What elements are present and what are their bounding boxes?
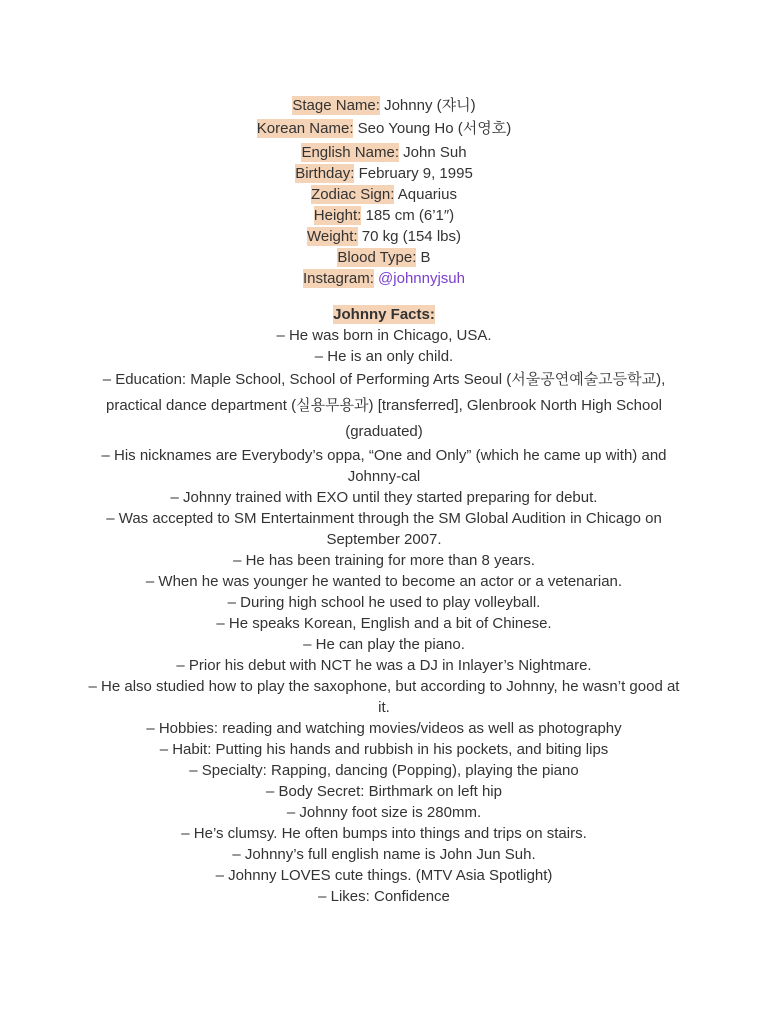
fact-item: – He was born in Chicago, USA. bbox=[276, 327, 492, 344]
blood-type-value: B bbox=[420, 249, 431, 266]
birthday-label: Birthday: bbox=[295, 165, 355, 182]
blood-type-label: Blood Type: bbox=[337, 249, 417, 266]
fact-item: – He’s clumsy. He often bumps into things and trips on stairs. bbox=[181, 825, 587, 842]
instagram-row bbox=[0, 268, 768, 289]
fact-item: – His nicknames are Everybody’s oppa, “One and Only” (which he came up with) and Johnny-cal bbox=[101, 447, 667, 485]
fact-item: – Was accepted to SM Entertainment through the SM Global Audition in Chicago on September 2007. bbox=[106, 510, 662, 548]
korean-name-row bbox=[0, 116, 768, 142]
english-name-value: John Suh bbox=[403, 144, 467, 161]
fact-item: – Prior his debut with NCT he was a DJ in Inlayer’s Nightmare. bbox=[176, 657, 592, 674]
fact-item: – He speaks Korean, English and a bit of Chinese. bbox=[216, 615, 552, 632]
stage-name-value: Johnny (쟈니) bbox=[384, 97, 476, 114]
fact-item: – Johnny’s full english name is John Jun Suh. bbox=[232, 846, 536, 863]
fact-item: – Hobbies: reading and watching movies/videos as well as photography bbox=[146, 720, 622, 737]
fact-item: – Johnny trained with EXO until they started preparing for debut. bbox=[170, 489, 598, 506]
birthday-row bbox=[0, 163, 768, 184]
weight-label: Weight: bbox=[307, 228, 358, 245]
weight-value: 70 kg (154 lbs) bbox=[361, 228, 461, 245]
fact-item: – When he was younger he wanted to become an actor or a vetenarian. bbox=[145, 573, 623, 590]
zodiac-value: Aquarius bbox=[397, 186, 457, 203]
weight-row bbox=[0, 226, 768, 247]
fact-item: – During high school he used to play volleyball. bbox=[227, 594, 541, 611]
stage-name-label: Stage Name: bbox=[292, 97, 380, 114]
english-name-row bbox=[0, 142, 768, 163]
stage-name-row bbox=[0, 95, 768, 116]
birthday-value: February 9, 1995 bbox=[358, 165, 473, 182]
fact-item: – Specialty: Rapping, dancing (Popping), playing the piano bbox=[189, 762, 579, 779]
fact-item: – He can play the piano. bbox=[303, 636, 465, 653]
fact-item: – Johnny foot size is 280mm. bbox=[286, 804, 482, 821]
facts-heading-text: Johnny Facts: bbox=[333, 306, 435, 323]
height-row bbox=[0, 205, 768, 226]
fact-item: – Education: Maple School, School of Performing Arts Seoul (서울공연예술고등학교), practical dance department (실용무용과) [transferred], Glenbrook North High School (graduated) bbox=[102, 371, 666, 440]
zodiac-label: Zodiac Sign: bbox=[311, 186, 395, 203]
height-label: Height: bbox=[313, 207, 362, 224]
instagram-link[interactable]: @johnnyjsuh bbox=[378, 270, 465, 287]
facts-section bbox=[0, 304, 768, 907]
english-name-label: English Name: bbox=[301, 144, 399, 161]
blood-type-row bbox=[0, 247, 768, 268]
fact-item: – He is an only child. bbox=[314, 348, 454, 365]
fact-item: – He has been training for more than 8 years. bbox=[233, 552, 535, 569]
korean-name-label: Korean Name: bbox=[256, 120, 354, 137]
zodiac-row bbox=[0, 184, 768, 205]
fact-item: – Johnny LOVES cute things. (MTV Asia Spotlight) bbox=[215, 867, 553, 884]
facts-heading bbox=[88, 304, 680, 325]
fact-item: – Body Secret: Birthmark on left hip bbox=[266, 783, 502, 800]
fact-item: – He also studied how to play the saxophone, but according to Johnny, he wasn’t good at it. bbox=[88, 678, 680, 716]
korean-name-value: Seo Young Ho (서영호) bbox=[357, 120, 512, 137]
fact-item: – Habit: Putting his hands and rubbish in his pockets, and biting lips bbox=[159, 741, 609, 758]
profile-block bbox=[0, 95, 768, 289]
fact-item: – Likes: Confidence bbox=[318, 888, 450, 905]
instagram-label: Instagram: bbox=[303, 270, 374, 287]
height-value: 185 cm (6’1″) bbox=[365, 207, 455, 224]
